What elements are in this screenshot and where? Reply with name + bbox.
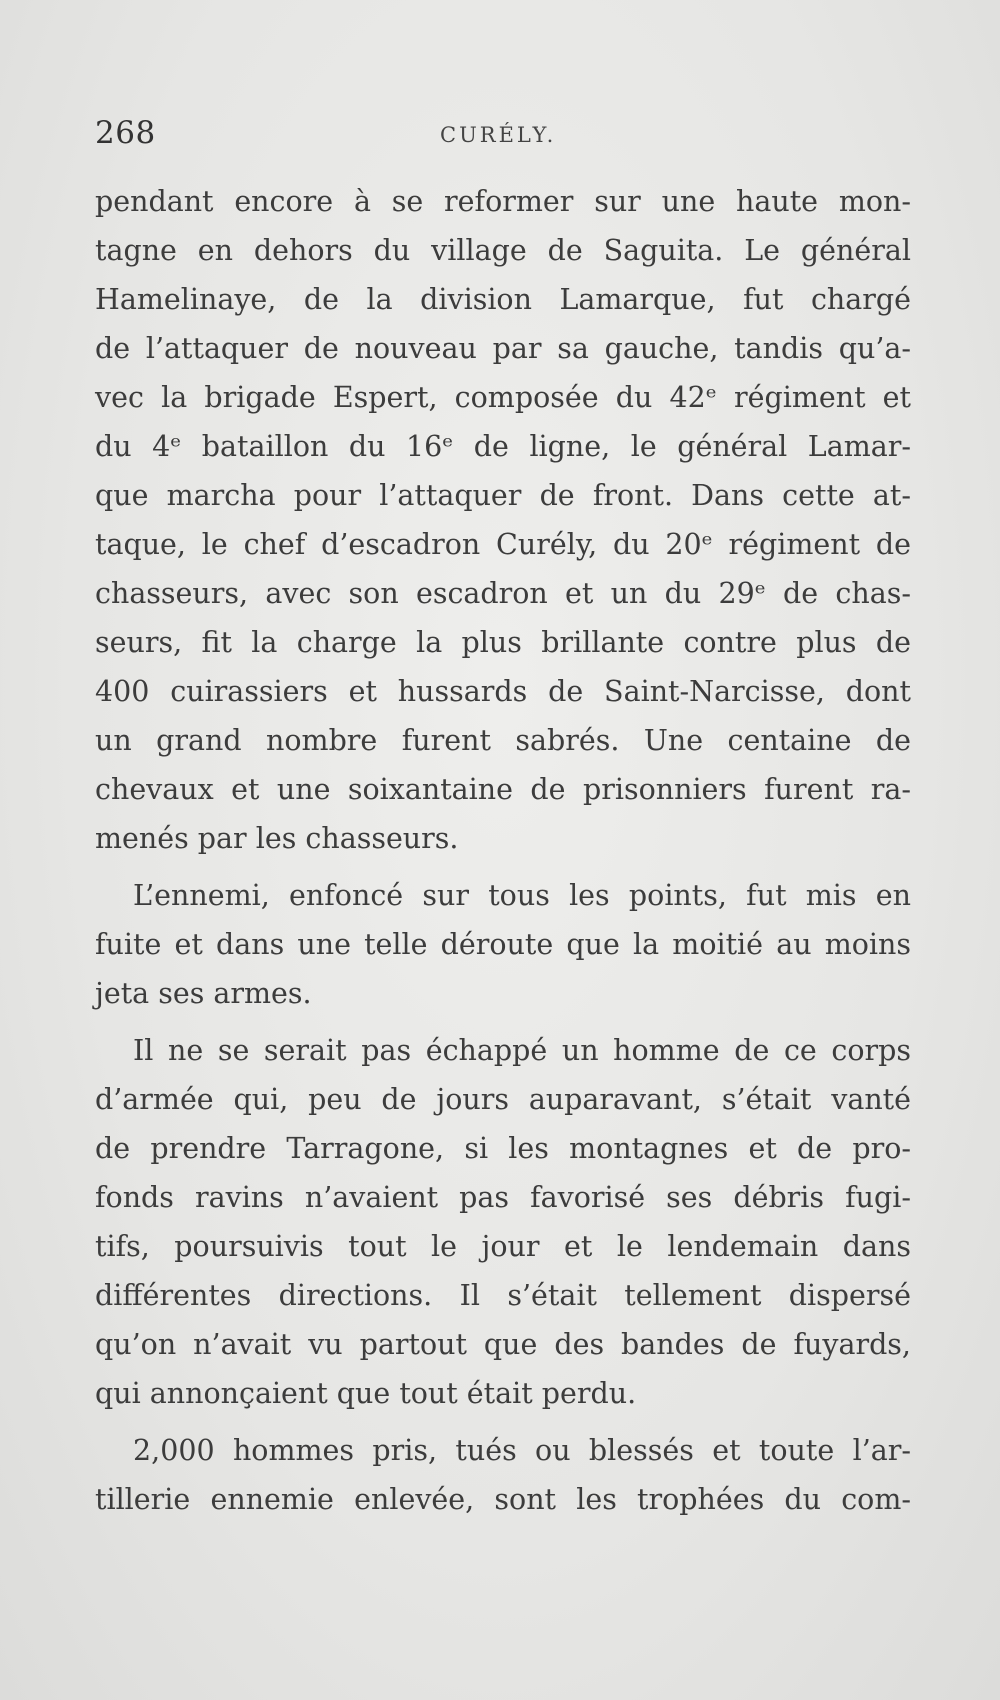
paragraph <box>95 1426 911 1524</box>
text-line: du 4ᵉ bataillon du 16ᵉ de ligne, le général Lamar- <box>95 430 911 463</box>
text-line: Hamelinaye, de la division Lamarque, fut chargé <box>95 283 911 316</box>
text-line: tifs, poursuivis tout le jour et le lendemain dans <box>95 1230 911 1263</box>
text-line: chasseurs, avec son escadron et un du 29ᵉ de chas- <box>95 577 911 610</box>
paragraph <box>95 1026 911 1418</box>
paragraph <box>95 871 911 1018</box>
page-header <box>95 115 911 155</box>
text-line: taque, le chef d’escadron Curély, du 20ᵉ régiment de <box>95 528 911 561</box>
text-line: d’armée qui, peu de jours auparavant, s’était vanté <box>95 1083 911 1116</box>
text-line: menés par les chasseurs. <box>95 822 459 855</box>
text-line: L’ennemi, enfoncé sur tous les points, fut mis en <box>133 879 911 912</box>
text-line: 2,000 hommes pris, tués ou blessés et toute l’ar- <box>133 1434 911 1467</box>
text-line: fonds ravins n’avaient pas favorisé ses débris fugi- <box>95 1181 911 1214</box>
text-line: jeta ses armes. <box>95 977 312 1010</box>
text-line: seurs, fit la charge la plus brillante contre plus de <box>95 626 911 659</box>
text-line: 400 cuirassiers et hussards de Saint-Narcisse, dont <box>95 675 911 708</box>
text-line: différentes directions. Il s’était tellement dispersé <box>95 1279 911 1312</box>
text-line: tagne en dehors du village de Saguita. Le général <box>95 234 911 267</box>
text-line: de l’attaquer de nouveau par sa gauche, tandis qu’a- <box>95 332 911 365</box>
paragraph <box>95 177 911 863</box>
text-line: qu’on n’avait vu partout que des bandes de fuyards, <box>95 1328 911 1361</box>
text-line: un grand nombre furent sabrés. Une centaine de <box>95 724 911 757</box>
text-line: fuite et dans une telle déroute que la moitié au moins <box>95 928 911 961</box>
text-line: qui annonçaient que tout était perdu. <box>95 1377 637 1410</box>
text-line: que marcha pour l’attaquer de front. Dans cette at- <box>95 479 911 512</box>
page-number: 268 <box>95 115 156 151</box>
body-text <box>95 177 911 1524</box>
text-line: Il ne se serait pas échappé un homme de ce corps <box>133 1034 911 1067</box>
text-line: tillerie ennemie enlevée, sont les trophées du com- <box>95 1483 911 1516</box>
text-line: chevaux et une soixantaine de prisonniers furent ra- <box>95 773 911 806</box>
text-line: pendant encore à se reformer sur une haute mon- <box>95 185 911 218</box>
running-head: CURÉLY. <box>440 123 557 147</box>
text-line: vec la brigade Espert, composée du 42ᵉ régiment et <box>95 381 911 414</box>
text-line: de prendre Tarragone, si les montagnes et de pro- <box>95 1132 911 1165</box>
